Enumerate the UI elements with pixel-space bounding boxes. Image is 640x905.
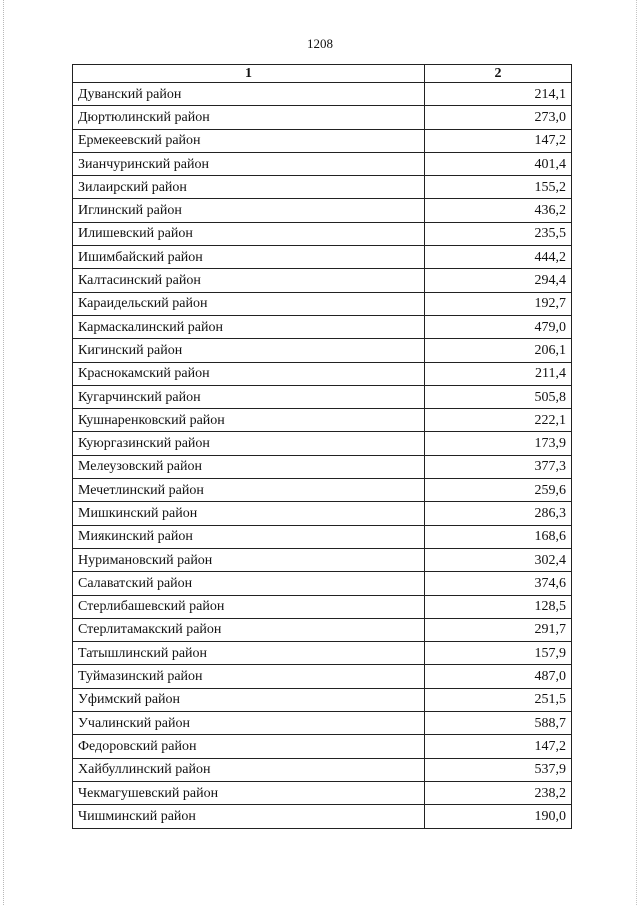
district-value-cell: 374,6 bbox=[425, 572, 572, 595]
table-row bbox=[73, 339, 572, 362]
district-value-cell: 487,0 bbox=[425, 665, 572, 688]
district-value-cell: 537,9 bbox=[425, 758, 572, 781]
column-header-1: 1 bbox=[73, 65, 425, 83]
district-name-cell: Хайбуллинский район bbox=[73, 758, 425, 781]
district-value-cell: 505,8 bbox=[425, 385, 572, 408]
district-value-cell: 294,4 bbox=[425, 269, 572, 292]
table-row bbox=[73, 805, 572, 828]
table-row bbox=[73, 129, 572, 152]
table-row bbox=[73, 502, 572, 525]
table-row bbox=[73, 199, 572, 222]
district-name-cell: Учалинский район bbox=[73, 712, 425, 735]
district-name-cell: Чекмагушевский район bbox=[73, 781, 425, 804]
table-row bbox=[73, 781, 572, 804]
district-value-cell: 147,2 bbox=[425, 735, 572, 758]
district-value-cell: 588,7 bbox=[425, 712, 572, 735]
table-row bbox=[73, 548, 572, 571]
district-value-cell: 173,9 bbox=[425, 432, 572, 455]
district-value-cell: 259,6 bbox=[425, 479, 572, 502]
district-value-cell: 238,2 bbox=[425, 781, 572, 804]
district-value-cell: 286,3 bbox=[425, 502, 572, 525]
district-value-cell: 211,4 bbox=[425, 362, 572, 385]
table-row bbox=[73, 432, 572, 455]
table-row bbox=[73, 246, 572, 269]
district-name-cell: Мечетлинский район bbox=[73, 479, 425, 502]
district-name-cell: Кугарчинский район bbox=[73, 385, 425, 408]
district-value-cell: 302,4 bbox=[425, 548, 572, 571]
district-value-cell: 190,0 bbox=[425, 805, 572, 828]
district-name-cell: Куюргазинский район bbox=[73, 432, 425, 455]
district-value-cell: 436,2 bbox=[425, 199, 572, 222]
page-number: 1208 bbox=[307, 36, 333, 51]
table-row bbox=[73, 595, 572, 618]
district-value-cell: 377,3 bbox=[425, 455, 572, 478]
table-row bbox=[73, 455, 572, 478]
district-name-cell: Стерлибашевский район bbox=[73, 595, 425, 618]
district-name-cell: Уфимский район bbox=[73, 688, 425, 711]
district-name-cell: Зианчуринский район bbox=[73, 152, 425, 175]
district-name-cell: Иглинский район bbox=[73, 199, 425, 222]
district-value-cell: 444,2 bbox=[425, 246, 572, 269]
district-name-cell: Кармаскалинский район bbox=[73, 315, 425, 338]
district-value-cell: 128,5 bbox=[425, 595, 572, 618]
district-name-cell: Краснокамский район bbox=[73, 362, 425, 385]
district-value-cell: 147,2 bbox=[425, 129, 572, 152]
district-value-cell: 222,1 bbox=[425, 409, 572, 432]
table-row bbox=[73, 292, 572, 315]
district-name-cell: Кигинский район bbox=[73, 339, 425, 362]
district-name-cell: Мишкинский район bbox=[73, 502, 425, 525]
table-row bbox=[73, 618, 572, 641]
district-value-cell: 192,7 bbox=[425, 292, 572, 315]
district-name-cell: Туймазинский район bbox=[73, 665, 425, 688]
district-table bbox=[72, 64, 572, 829]
table-row bbox=[73, 479, 572, 502]
table-row bbox=[73, 525, 572, 548]
district-value-cell: 251,5 bbox=[425, 688, 572, 711]
table-row bbox=[73, 176, 572, 199]
district-name-cell: Татышлинский район bbox=[73, 642, 425, 665]
table-row bbox=[73, 688, 572, 711]
district-value-cell: 273,0 bbox=[425, 106, 572, 129]
district-name-cell: Илишевский район bbox=[73, 222, 425, 245]
district-value-cell: 206,1 bbox=[425, 339, 572, 362]
district-name-cell: Федоровский район bbox=[73, 735, 425, 758]
district-name-cell: Стерлитамакский район bbox=[73, 618, 425, 641]
table-row bbox=[73, 269, 572, 292]
table-row bbox=[73, 362, 572, 385]
table-row bbox=[73, 152, 572, 175]
district-value-cell: 291,7 bbox=[425, 618, 572, 641]
district-name-cell: Дюртюлинский район bbox=[73, 106, 425, 129]
district-name-cell: Караидельский район bbox=[73, 292, 425, 315]
table-row bbox=[73, 758, 572, 781]
district-value-cell: 157,9 bbox=[425, 642, 572, 665]
table-row bbox=[73, 106, 572, 129]
district-name-cell: Ишимбайский район bbox=[73, 246, 425, 269]
district-name-cell: Дуванский район bbox=[73, 83, 425, 106]
table-body bbox=[73, 83, 572, 829]
table-row bbox=[73, 315, 572, 338]
district-value-cell: 155,2 bbox=[425, 176, 572, 199]
table-row bbox=[73, 642, 572, 665]
table-row bbox=[73, 712, 572, 735]
district-name-cell: Нуримановский район bbox=[73, 548, 425, 571]
district-value-cell: 235,5 bbox=[425, 222, 572, 245]
table-row bbox=[73, 409, 572, 432]
table-row bbox=[73, 572, 572, 595]
table-row bbox=[73, 665, 572, 688]
district-name-cell: Чишминский район bbox=[73, 805, 425, 828]
district-name-cell: Калтасинский район bbox=[73, 269, 425, 292]
district-name-cell: Мелеузовский район bbox=[73, 455, 425, 478]
district-name-cell: Зилаирский район bbox=[73, 176, 425, 199]
district-name-cell: Ермекеевский район bbox=[73, 129, 425, 152]
district-value-cell: 214,1 bbox=[425, 83, 572, 106]
district-value-cell: 479,0 bbox=[425, 315, 572, 338]
district-name-cell: Салаватский район bbox=[73, 572, 425, 595]
scan-edge-right bbox=[636, 0, 637, 905]
table-row bbox=[73, 735, 572, 758]
district-value-cell: 401,4 bbox=[425, 152, 572, 175]
district-name-cell: Миякинский район bbox=[73, 525, 425, 548]
table-row bbox=[73, 83, 572, 106]
scan-edge-left bbox=[3, 0, 4, 905]
table-header-row bbox=[73, 65, 572, 83]
table-row bbox=[73, 222, 572, 245]
table-row bbox=[73, 385, 572, 408]
column-header-2: 2 bbox=[425, 65, 572, 83]
district-value-cell: 168,6 bbox=[425, 525, 572, 548]
district-name-cell: Кушнаренковский район bbox=[73, 409, 425, 432]
